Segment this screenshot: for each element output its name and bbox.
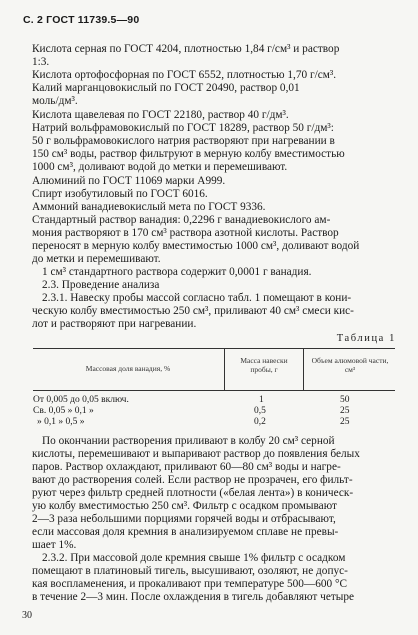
text-line: ческую колбу вместимостью 250 см³, приливают 40 см³ смеси кис-	[32, 305, 354, 317]
text-line: моль/дм³.	[32, 95, 78, 107]
text-line: 1000 см³, доливают водой до метки и перемешивают.	[32, 161, 288, 173]
text-line: если массовая доля кремния в анализируемом сплаве не превы-	[32, 526, 339, 538]
text-line: вают до растворения солей. Если раствор не прозрачен, его фильт-	[32, 474, 353, 486]
text-line: 50 г вольфрамовокислого натрия растворяют при нагревании в	[32, 135, 335, 147]
text-line: Кислота серная по ГОСТ 4204, плотностью 1,84 г/см³ и раствор	[32, 43, 340, 55]
text-line: помещают в платиновый тигель, высушивают, озоляют, не допус-	[32, 565, 348, 577]
text-line: 1 см³ стандартного раствора содержит 0,0001 г ванадия.	[42, 266, 312, 278]
page-header: С. 2 ГОСТ 11739.5—90	[23, 14, 140, 26]
text-line: до метки и перемешивают.	[32, 253, 161, 265]
text-line: переносят в мерную колбу вместимостью 1000 см³, доливают водой	[32, 240, 360, 252]
text-line: Спирт изобутиловый по ГОСТ 6016.	[32, 188, 208, 200]
table-caption: Таблица 1	[336, 333, 396, 344]
text-line: Алюминий по ГОСТ 11069 марки А999.	[32, 175, 226, 187]
text-line: Аммоний ванадиевокислый мета по ГОСТ 9336.	[32, 201, 266, 213]
table-cell: 25	[340, 406, 350, 416]
text-line: кая воспламенения, и прокаливают при температуре 500—600 °С	[32, 578, 348, 590]
table-col-header: Масса навески пробы, г	[240, 356, 288, 374]
text-line: мония растворяют в 170 см³ раствора азотной кислоты. Раствор	[32, 227, 339, 239]
table-col-header: Объем алюмовой части, см³	[311, 356, 389, 374]
text-line: ую колбу вместимостью 250 см³. Фильтр с осадком промывают	[32, 500, 337, 512]
text-line: По окончании растворения приливают в колбу 20 см³ серной	[42, 435, 335, 447]
text-line: Кислота ортофосфорная по ГОСТ 6552, плотностью 1,70 г/см³.	[32, 69, 337, 81]
text-line: паров. Раствор охлаждают, приливают 60—80 см³ воды и нагре-	[32, 461, 341, 473]
text-line: кислоты, перемешивают и выпаривают раствор до появления белых	[32, 448, 360, 460]
text-line: 150 см³ воды, раствор фильтруют в мерную колбу вместимостью	[32, 148, 345, 160]
page-number: 30	[22, 610, 32, 621]
table-col-header: Массовая доля ванадия, %	[85, 364, 171, 373]
table-cell: 0,2	[254, 417, 266, 427]
table-cell: 1	[259, 395, 264, 405]
text-line: лот и растворяют при нагревании.	[32, 318, 197, 330]
table-cell: Св. 0,05 » 0,1 »	[33, 406, 94, 416]
text-line: Натрий вольфрамовокислый по ГОСТ 18289, раствор 50 г/дм³:	[32, 122, 334, 134]
text-line: 1:3.	[32, 56, 50, 68]
table-cell: 25	[340, 417, 350, 427]
table-cell: От 0,005 до 0,05 включ.	[33, 395, 129, 405]
text-line: 2—3 раза небольшими порциями горячей воды и отбрасывают,	[32, 513, 336, 525]
table-cell: 0,5	[254, 406, 266, 416]
data-table	[33, 348, 395, 430]
table-cell: » 0,1 » 0,5 »	[37, 417, 85, 427]
text-line: Калий марганцовокислый по ГОСТ 20490, раствор 0,01	[32, 82, 300, 94]
text-line: руют через фильтр средней плотности («белая лента») в коническ-	[32, 487, 354, 499]
text-line: шает 1%.	[32, 539, 77, 551]
text-line: Кислота щавелевая по ГОСТ 22180, раствор 40 г/дм³.	[32, 109, 289, 121]
table-cell: 50	[340, 395, 350, 405]
text-line: в течение 2—3 мин. После охлаждения в тигель добавляют четыре	[32, 591, 355, 603]
section-heading: 2.3. Проведение анализа	[42, 279, 160, 291]
text-line: Стандартный раствор ванадия: 0,2296 г ванадиевокислого ам-	[32, 214, 331, 226]
text-line: 2.3.2. При массовой доле кремния свыше 1% фильтр с осадком	[42, 552, 346, 564]
text-line: 2.3.1. Навеску пробы массой согласно табл. 1 помещают в кони-	[42, 292, 352, 304]
